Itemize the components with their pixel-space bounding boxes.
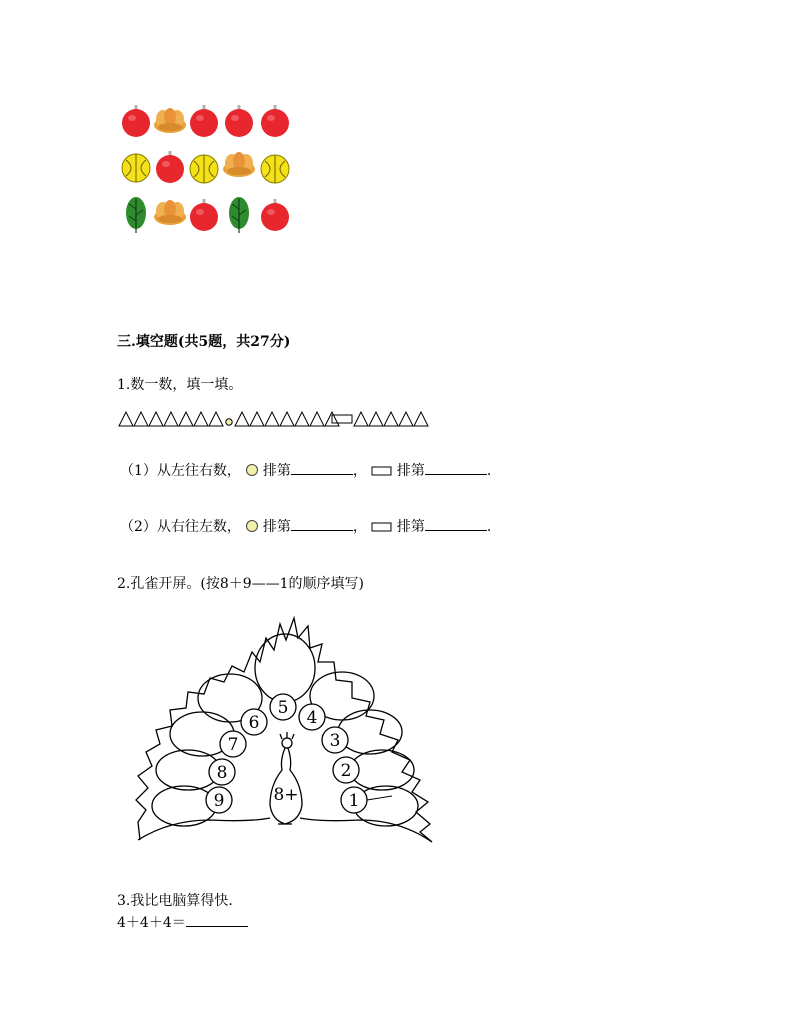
triangle-icon [134, 412, 148, 426]
peacock-number: 8 [216, 763, 228, 783]
peacock-number: 1 [348, 791, 360, 811]
triangle-icon [235, 412, 249, 426]
triangle-icon [119, 412, 133, 426]
sub1-answer-blank-2[interactable] [425, 460, 487, 475]
triangle-icon [265, 412, 279, 426]
question-1-part-2 [120, 516, 491, 536]
separator: ， [352, 519, 367, 535]
question-1-title: 1.数一数，填一填。 [117, 377, 243, 393]
leaf-icon [229, 197, 249, 233]
question-3-equation [117, 912, 248, 932]
sub1-prefix: （1）从左往右数， [120, 463, 241, 479]
sub2-prefix: （2）从右往左数， [120, 519, 241, 535]
triangle-icon [164, 412, 178, 426]
peacock-number: 6 [248, 713, 260, 733]
triangle-icon [369, 412, 383, 426]
peacock-number: 9 [213, 791, 225, 811]
separator: ， [352, 463, 367, 479]
section-title: 三.填空题(共5题，共27分) [117, 334, 291, 350]
flower-icon [223, 152, 255, 177]
flower-icon [154, 200, 186, 225]
triangle-icon [250, 412, 264, 426]
flower-icon [154, 108, 186, 133]
leaf-icon [126, 197, 146, 233]
circle-icon [226, 419, 232, 425]
triangle-icon [179, 412, 193, 426]
triangle-icon [149, 412, 163, 426]
paddle-icon [190, 199, 218, 231]
peacock-number: 7 [227, 735, 239, 755]
equation-answer-blank[interactable] [186, 912, 248, 927]
paddle-icon [225, 105, 253, 137]
sub2-answer-blank-1[interactable] [291, 516, 353, 531]
circle-icon [245, 519, 259, 533]
peacock-number: 5 [277, 698, 289, 718]
sub1-rank2-label: 排第 [396, 463, 425, 479]
paddle-icon [122, 105, 150, 137]
paddle-icon [156, 151, 184, 183]
equation-text: 4＋4＋4＝ [117, 915, 186, 931]
peacock-number: 4 [306, 708, 318, 728]
question-3-title: 3.我比电脑算得快. [117, 893, 233, 909]
triangle-icon [310, 412, 324, 426]
object-grid-picture [118, 93, 300, 238]
triangle-icon [384, 412, 398, 426]
peacock-number: 3 [329, 731, 341, 751]
peacock-picture [130, 610, 440, 850]
triangle-icon [399, 412, 413, 426]
period: . [486, 519, 492, 535]
circle-icon [245, 463, 259, 477]
sub2-rank1-label: 排第 [262, 519, 291, 535]
shape-sequence [117, 408, 437, 430]
rectangle-icon [371, 465, 393, 477]
period: . [486, 463, 492, 479]
triangle-icon [414, 412, 428, 426]
sub2-rank2-label: 排第 [396, 519, 425, 535]
peacock-number: 2 [340, 761, 352, 781]
ball-icon [122, 154, 150, 182]
sub1-rank1-label: 排第 [262, 463, 291, 479]
question-1-part-1 [120, 460, 491, 480]
ball-icon [190, 155, 218, 183]
rectangle-icon [371, 521, 393, 533]
triangle-icon [280, 412, 294, 426]
triangle-icon [209, 412, 223, 426]
question-2-title: 2.孔雀开屏。(按8＋9——1的顺序填写) [117, 576, 365, 592]
triangle-icon [194, 412, 208, 426]
ball-icon [261, 155, 289, 183]
paddle-icon [261, 105, 289, 137]
sub2-answer-blank-2[interactable] [425, 516, 487, 531]
paddle-icon [190, 105, 218, 137]
sub1-answer-blank-1[interactable] [291, 460, 353, 475]
triangle-icon [354, 412, 368, 426]
paddle-icon [261, 199, 289, 231]
peacock-body-label: 8+ [273, 785, 299, 805]
triangle-icon [295, 412, 309, 426]
